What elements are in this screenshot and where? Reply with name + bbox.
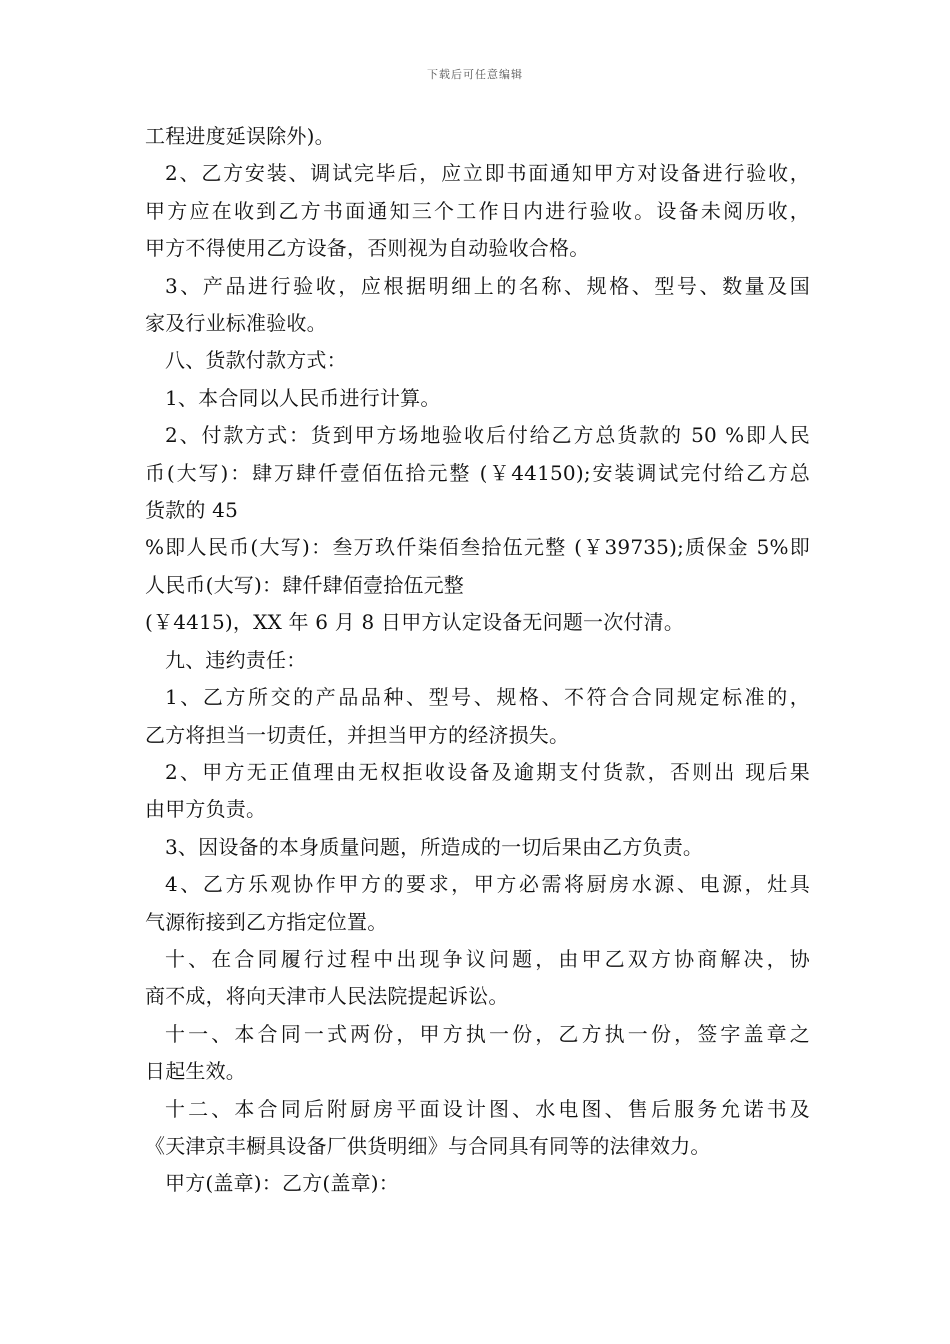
text-line: 2、乙方安装、调试完毕后，应立即书面通知甲方对设备进行验收，: [165, 161, 810, 186]
text-line: 2、付款方式：货到甲方场地验收后付给乙方总货款的 50 %即人民: [165, 423, 810, 448]
text-line: 《天津京丰橱具设备厂供货明细》与合同具有同等的法律效力。: [145, 1133, 711, 1158]
text-line: 日起生效。: [145, 1059, 246, 1084]
page-header-note: 下载后可任意编辑: [427, 68, 523, 81]
section-heading: 十二、本合同后附厨房平面设计图、水电图、售后服务允诺书及: [165, 1096, 810, 1121]
text-line: 3、因设备的本身质量问题，所造成的一切后果由乙方负责。: [165, 834, 704, 859]
section-heading: 九、违约责任：: [165, 647, 307, 672]
text-line: 甲方应在收到乙方书面通知三个工作日内进行验收。设备未阅历收，: [145, 198, 810, 223]
text-line: 货款的 45: [145, 498, 239, 523]
text-line: 由甲方负责。: [145, 797, 267, 822]
text-line: 2、甲方无正值理由无权拒收设备及逾期支付货款，否则出 现后果: [165, 759, 810, 784]
section-heading: 十一、本合同一式两份，甲方执一份，乙方执一份，签字盖章之: [165, 1021, 810, 1046]
text-line: 甲方不得使用乙方设备，否则视为自动验收合格。: [145, 236, 590, 261]
text-line: 1、本合同以人民币进行计算。: [165, 385, 441, 410]
text-line: 4、乙方乐观协作甲方的要求，甲方必需将厨房水源、电源，灶具: [165, 872, 810, 897]
text-line: (￥4415)，XX 年 6 月 8 日甲方认定设备无问题一次付清。: [145, 610, 685, 635]
text-line: 1、乙方所交的产品品种、型号、规格、不符合合同规定标准的，: [165, 685, 810, 710]
text-line: 乙方将担当一切责任，并担当甲方的经济损失。: [145, 722, 570, 747]
contract-body: [145, 118, 810, 1203]
signature-line: 甲方(盖章)：乙方(盖章)：: [165, 1171, 400, 1196]
text-line: 气源衔接到乙方指定位置。: [145, 909, 388, 934]
text-line: 工程进度延误除外)。: [145, 124, 335, 148]
text-line: 3、产品进行验收，应根据明细上的名称、规格、型号、数量及国: [165, 273, 810, 298]
section-heading: 十、在合同履行过程中出现争议问题，由甲乙双方协商解决，协: [165, 946, 810, 971]
text-line: 家及行业标准验收。: [145, 311, 327, 336]
text-line: 商不成，将向天津市人民法院提起诉讼。: [145, 984, 509, 1009]
text-line: 币(大写)：肆万肆仟壹佰伍拾元整 (￥44150);安装调试完付给乙方总: [145, 460, 810, 485]
text-line: %即人民币(大写)：叁万玖仟柒佰叁拾伍元整 (￥39735);质保金 5%即: [145, 535, 810, 560]
section-heading: 八、货款付款方式：: [165, 348, 347, 373]
text-line: 人民币(大写)：肆仟肆佰壹拾伍元整: [145, 572, 465, 597]
